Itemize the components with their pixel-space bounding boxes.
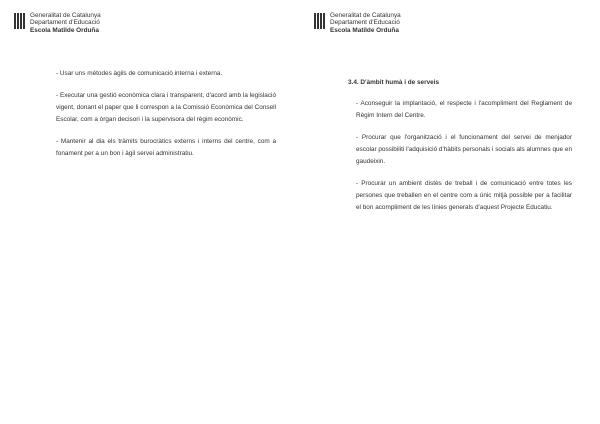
header-line-3: Escola Matilde Orduña [330, 26, 399, 34]
page-body [348, 77, 572, 224]
generalitat-logo-icon [314, 13, 325, 29]
header-line-1: Generalitat de Catalunya [330, 12, 401, 19]
paragraph: - Procurar un ambient distès de treball i de comunicació entre totes les persones que treballen en el centre com a únic mitjà possible per a facilitar el bon acompliment de les línies generals d'aquest Projecte Educatiu. [356, 180, 572, 211]
paragraph: - Procurar que l'organització i el funcionament del servei de menjador escolar possibiliti l'adquisició d'hàbits personals i socials als alumnes que en gaudeixin. [356, 134, 572, 165]
header-line-2: Departament d'Educació [30, 19, 100, 27]
header-text [30, 12, 101, 34]
paragraph: - Mantenir al dia els tràmits burocràtics externs i interns del centre, com a fonament per a un bon i àgil servei administratiu. [56, 138, 276, 157]
section-heading: 3.4. D'àmbit humà i de serveis [348, 79, 440, 86]
generalitat-logo-icon [14, 13, 25, 29]
page-header [14, 12, 101, 34]
page-header [314, 12, 401, 34]
paragraph: - Aconseguir la implantació, el respecte i l'acompliment del Reglament de Règim Intern del Centre. [356, 100, 572, 119]
paragraph: - Executar una gestió econòmica clara i transparent, d'acord amb la legislació vigent, donant el paper que li correspon a la Comissió Econòmica del Consell Escolar, com a òrgan decisori i la supervisora del règim econòmic. [56, 92, 276, 123]
page-body [56, 68, 276, 170]
header-line-1: Generalitat de Catalunya [30, 12, 101, 19]
header-text [330, 12, 401, 34]
paragraph: - Usar uns mètodes àgils de comunicació interna i externa. [56, 70, 223, 77]
header-line-3: Escola Matilde Orduña [30, 26, 99, 34]
document-page-right [300, 0, 600, 424]
header-line-2: Departament d'Educació [330, 19, 400, 27]
